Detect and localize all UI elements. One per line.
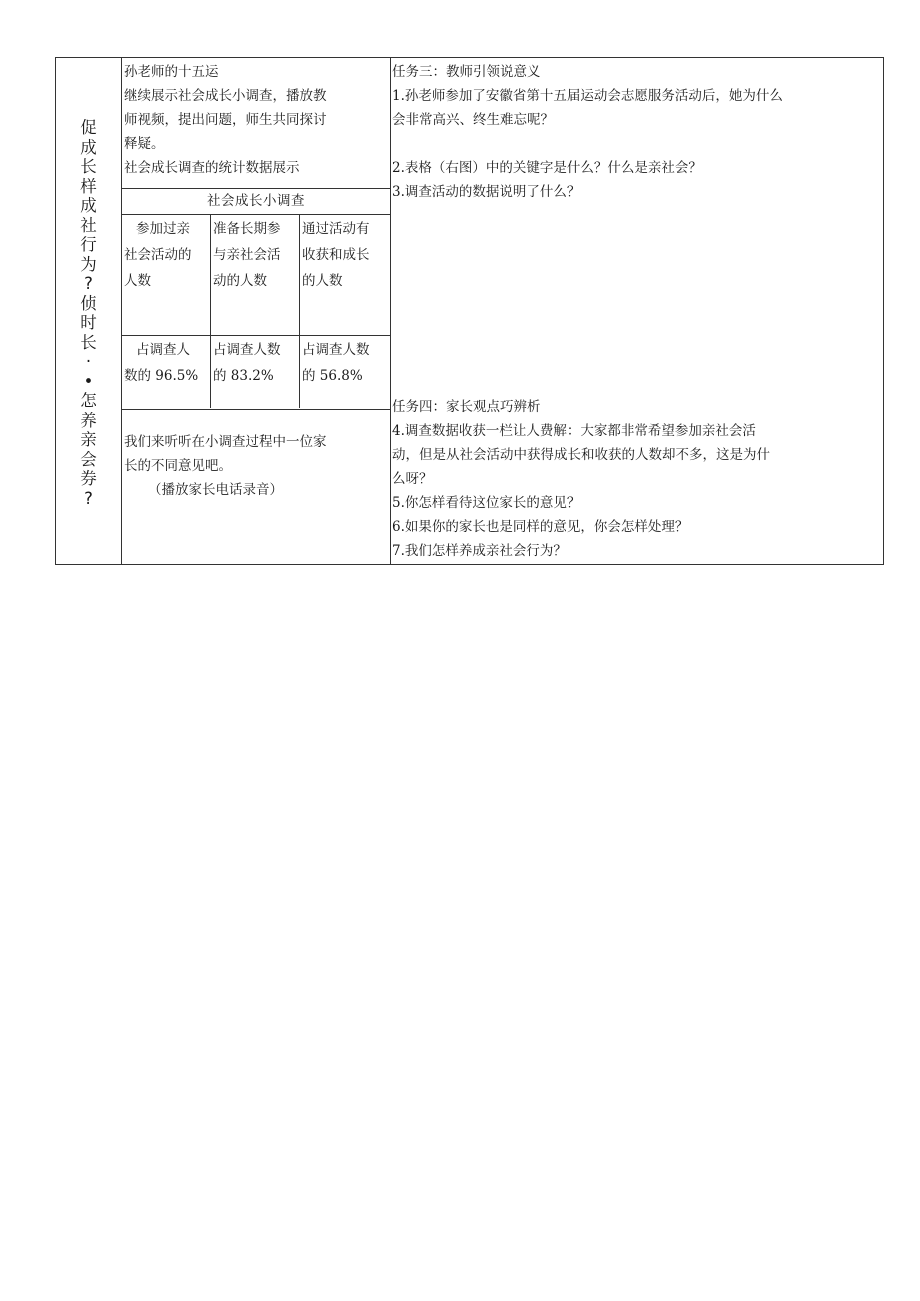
title-char: 怎	[80, 391, 97, 410]
task-line: 5.你怎样看待这位家长的意见？	[392, 495, 581, 511]
cell-line: 的 56.8%	[302, 368, 363, 384]
survey-header-cell	[300, 215, 390, 335]
task-line: 4.调查数据收获一栏让人费解：大家都非常希望参加亲社会活	[392, 423, 756, 439]
intro-line: 继续展示社会成长小调查，播放教	[124, 88, 327, 104]
intro-line: 师视频，提出问题，师生共同探讨	[124, 112, 327, 128]
task-line: 2.表格（右图）中的关键字是什么？什么是亲社会？	[392, 160, 702, 176]
task-four	[392, 395, 881, 563]
lesson-plan-table	[55, 57, 884, 565]
task-line: 么呀？	[392, 471, 433, 487]
note-line: 我们来听听在小调查过程中一位家	[124, 434, 327, 450]
cell-line: 占调查人数	[213, 342, 281, 358]
task-line: 3.调查活动的数据说明了什么？	[392, 184, 581, 200]
task-three	[392, 60, 881, 204]
title-char: 为	[80, 254, 97, 274]
cell-line: 通过活动有	[302, 221, 370, 237]
title-char: 亲	[80, 430, 97, 449]
intro-line: 孙老师的十五运	[124, 64, 219, 80]
task-line: 1.孙老师参加了安徽省第十五届运动会志愿服务活动后，她为什么	[392, 88, 783, 104]
section-title-column	[56, 58, 122, 564]
cell-line: 与亲社会活	[213, 247, 281, 263]
cell-line: 的人数	[302, 273, 343, 289]
task-title: 任务三：教师引领说意义	[392, 64, 541, 80]
note-line: 长的不同意见吧。	[124, 458, 232, 474]
cell-line: 收获和成长	[302, 247, 370, 263]
cell-line: 准备长期参	[213, 221, 281, 237]
survey-value-cell	[211, 336, 300, 408]
title-char: 养	[80, 410, 97, 430]
title-char: 成	[80, 137, 97, 157]
title-char: 长	[80, 157, 97, 176]
task-line: 动，但是从社会活动中获得成长和收获的人数却不多，这是为什	[392, 447, 770, 463]
title-char: 长	[80, 332, 97, 352]
survey-title: 社会成长小调查	[122, 189, 390, 215]
survey-header-cell	[211, 215, 300, 335]
title-char: 社	[80, 215, 97, 235]
title-char: •	[83, 371, 94, 391]
title-char: 时	[80, 313, 97, 332]
title-char: 成	[80, 196, 97, 215]
title-char: ?	[84, 274, 93, 293]
cell-line: 数的 96.5%	[124, 368, 199, 384]
student-task-column	[391, 58, 883, 564]
title-char: 侦	[80, 293, 97, 313]
task-line: 6.如果你的家长也是同样的意见，你会怎样处理？	[392, 519, 689, 535]
cell-line: 占调查人数	[302, 342, 370, 358]
cell-line: 的 83.2%	[213, 368, 274, 384]
intro-line: 释疑。	[124, 136, 165, 152]
parent-opinion-note	[124, 430, 388, 502]
note-line: （播放家长电话录音）	[148, 482, 283, 498]
cell-line: 占调查人	[136, 342, 190, 358]
intro-line: 社会成长调查的统计数据展示	[124, 160, 300, 176]
survey-table	[122, 188, 390, 410]
cell-line: 动的人数	[213, 273, 267, 289]
section-title	[56, 118, 121, 508]
survey-value-row	[122, 336, 390, 408]
teaching-activity-column	[122, 58, 391, 564]
task-line: 会非常高兴、终生难忘呢？	[392, 112, 554, 128]
cell-line: 参加过亲	[136, 221, 190, 237]
survey-value-cell	[300, 336, 390, 408]
title-char: ·	[85, 352, 92, 371]
title-char: ?	[84, 488, 93, 508]
title-char: 促	[80, 118, 97, 137]
task-line	[392, 132, 881, 156]
survey-header-cell	[122, 215, 211, 335]
survey-header-row	[122, 215, 390, 336]
task-line: 7.我们怎样养成亲社会行为？	[392, 543, 567, 559]
survey-value-cell	[122, 336, 211, 408]
title-char: 会	[80, 449, 97, 469]
title-char: 样	[80, 176, 97, 196]
task-title: 任务四：家长观点巧辨析	[392, 399, 541, 415]
cell-line: 社会活动的	[124, 247, 192, 263]
cell-line: 人数	[124, 273, 151, 289]
title-char: 券	[80, 469, 97, 488]
title-char: 行	[80, 235, 97, 254]
activity-intro	[124, 60, 388, 180]
